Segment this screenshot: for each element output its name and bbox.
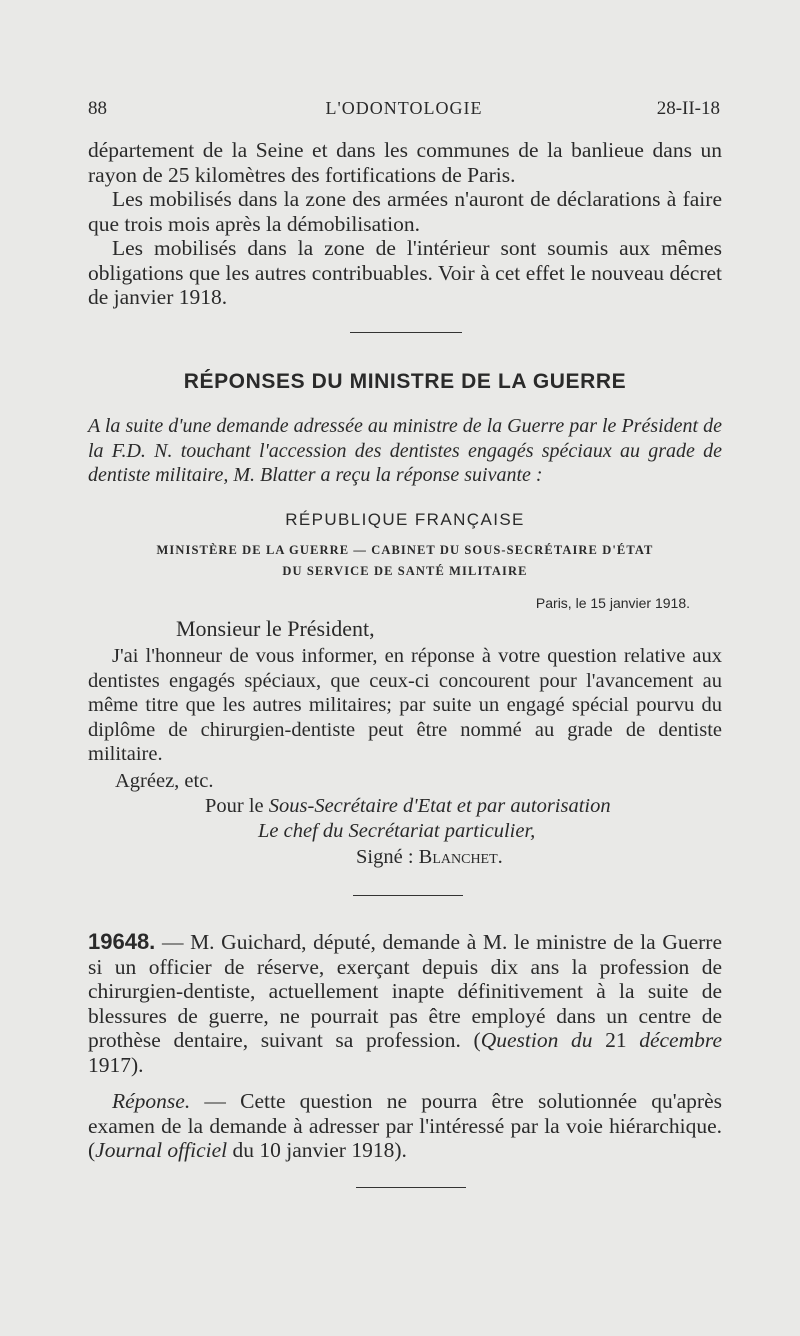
paragraph-continuation: département de la Seine et dans les communes de la banlieue dans un rayon de 25 kilomètres des fortifications de Paris. — [88, 138, 722, 187]
question-text: — M. Guichard, député, demande à M. le ministre de la Guerre si un officier de réserve, exerçant depuis dix ans la profession de chirurgien-dentiste, actuellement inapte définitivement à la suite de blessures de guerre, ne pourrait pas être employé dans un centre de prothèse dentaire, suivant sa profession. — [88, 930, 723, 1052]
question-number: 19648. — [88, 929, 156, 954]
letter-closing: Agréez, etc. — [115, 770, 214, 792]
citation-date: 21 — [605, 1028, 627, 1052]
citation-close: 1917). — [88, 1052, 144, 1077]
separator-rule — [356, 1187, 466, 1188]
letter-salutation: Monsieur le Président, — [176, 616, 375, 641]
republic-heading: RÉPUBLIQUE FRANÇAISE — [285, 510, 525, 529]
journal-title: L'ODONTOLOGIE — [325, 98, 483, 118]
ministry-line: MINISTÈRE DE LA GUERRE — CABINET DU SOUS-SECRÉTAIRE D'ÉTAT — [156, 543, 654, 557]
response-paragraph — [88, 1089, 722, 1163]
response-text: — Cette question ne pourra être solutionnée qu'après examen de la demande à adresser par l'intéressé par la voie hiérarchique. ( — [88, 1089, 722, 1162]
citation-italic: Question du — [480, 1028, 593, 1052]
section-intro: A la suite d'une demande adressée au ministre de la Guerre par le Président de la F.D. N. touchant l'accession des dentistes engagés spéciaux au grade de dentiste militaire, M. Blatter a reçu la réponse suivante : — [88, 415, 722, 486]
sig-pour: Pour le — [205, 795, 264, 817]
separator-rule — [350, 332, 462, 333]
sig-name: Blanchet. — [418, 846, 503, 868]
citation-month: décembre — [639, 1028, 722, 1052]
paragraph-army-zone: Les mobilisés dans la zone des armées n'auront de déclarations à faire que trois mois après la démobilisation. — [88, 187, 722, 236]
sig-signe: Signé : — [356, 846, 414, 868]
signature-line-1 — [205, 795, 611, 818]
issue-date: 28-II-18 — [656, 98, 720, 119]
letter-body: J'ai l'honneur de vous informer, en réponse à votre question relative aux dentistes engagés spéciaux, que ceux-ci concourent pour l'avancement au même titre que les autres militaires; par suite un engagé spécial pourvu du diplôme de chirurgien-dentiste peut être nommé au grade de dentiste militaire. — [88, 645, 722, 765]
signature-line-2: Le chef du Secrétariat particulier, — [258, 820, 536, 842]
separator-rule — [353, 895, 463, 896]
signature-line-3 — [356, 846, 503, 869]
citation-open: ( — [473, 1028, 481, 1052]
question-paragraph — [88, 930, 722, 1077]
service-line: DU SERVICE DE SANTÉ MILITAIRE — [282, 564, 528, 578]
response-end: du 10 janvier 1918). — [232, 1138, 407, 1162]
sig-authority: Sous-Secrétaire d'Etat et par autorisation — [268, 795, 611, 817]
section-title: RÉPONSES DU MINISTRE DE LA GUERRE — [183, 370, 627, 393]
letter-date: Paris, le 15 janvier 1918. — [535, 595, 690, 611]
response-label: Réponse. — [112, 1089, 191, 1113]
running-header — [88, 98, 720, 126]
page-number: 88 — [88, 98, 107, 119]
response-journal: Journal officiel — [95, 1138, 228, 1162]
paragraph-interior-zone: Les mobilisés dans la zone de l'intérieur sont soumis aux mêmes obligations que les autres contribuables. Voir à cet effet le nouveau décret de janvier 1918. — [88, 236, 722, 309]
